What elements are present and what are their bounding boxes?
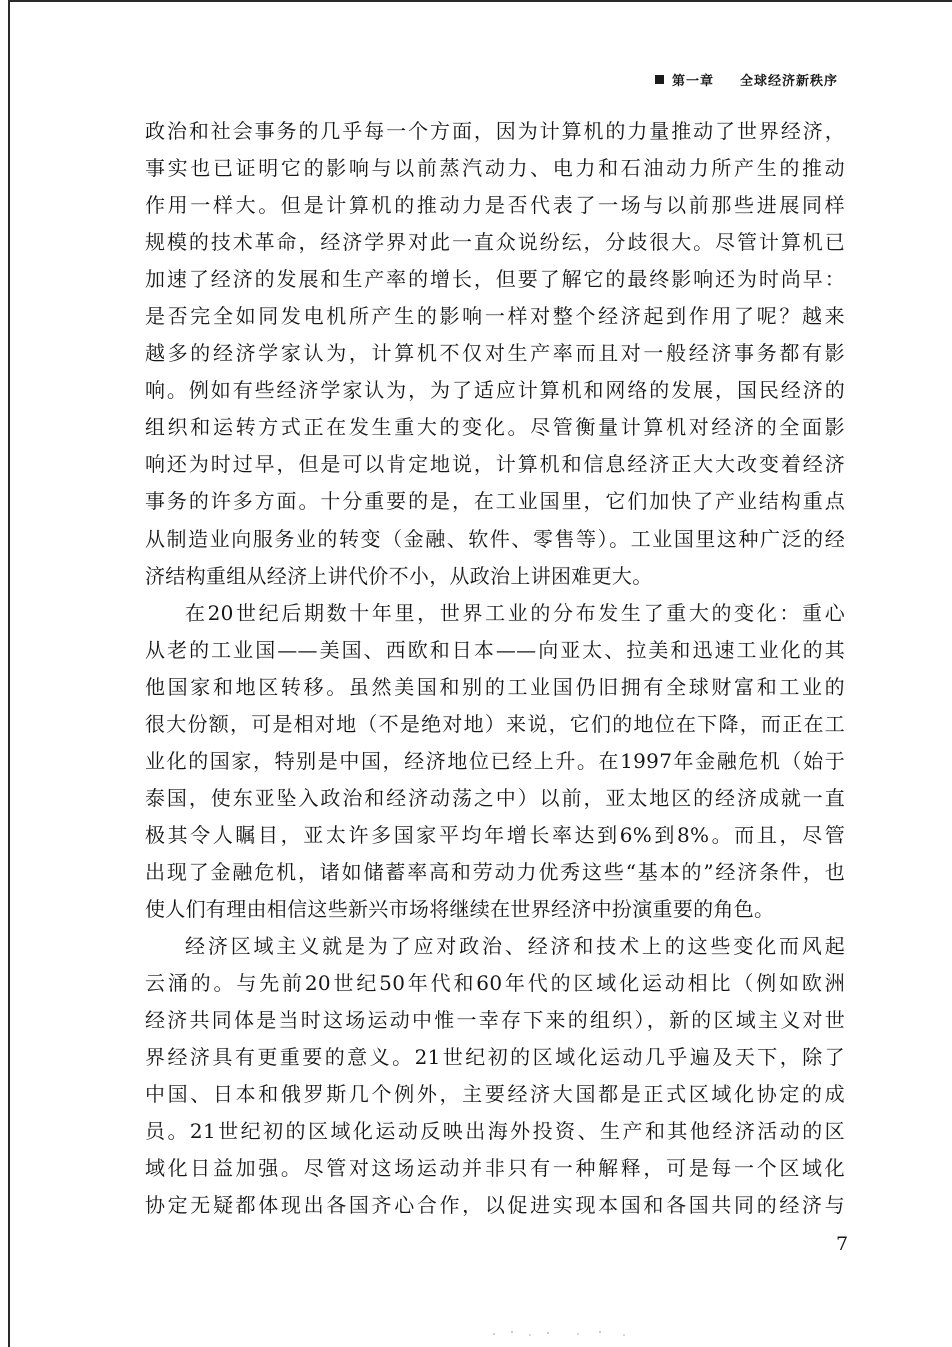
- text-line: 云涌的。与先前20世纪50年代和60年代的区域化运动相比（例如欧洲: [145, 971, 845, 996]
- text-line: 他国家和地区转移。虽然美国和别的工业国仍旧拥有全球财富和工业的: [145, 674, 845, 699]
- text-line: 中国、日本和俄罗斯几个例外，主要经济大国都是正式区域化协定的成: [145, 1082, 845, 1107]
- text-line: 从老的工业国——美国、西欧和日本——向亚太、拉美和迅速工业化的其: [145, 637, 845, 662]
- text-line: 界经济具有更重要的意义。21世纪初的区域化运动几乎遍及天下，除了: [145, 1045, 845, 1070]
- text-line: 协定无疑都体现出各国齐心合作，以促进实现本国和各国共同的经济与: [145, 1193, 845, 1218]
- text-line: 加速了经济的发展和生产率的增长，但要了解它的最终影响还为时尚早：: [145, 267, 845, 292]
- text-line: 在20世纪后期数十年里，世界工业的分布发生了重大的变化：重心: [185, 600, 845, 625]
- text-line: 济结构重组从经济上讲代价不小，从政治上讲困难更大。: [145, 563, 653, 588]
- text-line: 经济共同体是当时这场运动中惟一幸存下来的组织），新的区域主义对世: [145, 1008, 845, 1033]
- text-line: 组织和运转方式正在发生重大的变化。尽管衡量计算机对经济的全面影: [145, 415, 845, 440]
- text-line: 出现了金融危机，诸如储蓄率高和劳动力优秀这些“基本的”经济条件，也: [145, 859, 845, 884]
- page-number: 7: [836, 1233, 849, 1255]
- page-border-left: [8, 0, 10, 1347]
- scan-noise-icon: [490, 1328, 640, 1340]
- text-line: 域化日益加强。尽管对这场运动并非只有一种解释，可是每一个区域化: [145, 1156, 845, 1181]
- text-line: 是否完全如同发电机所产生的影响一样对整个经济起到作用了呢？越来: [145, 304, 845, 329]
- text-line: 从制造业向服务业的转变（金融、软件、零售等）。工业国里这种广泛的经: [145, 526, 845, 551]
- text-line: 越多的经济学家认为，计算机不仅对生产率而且对一般经济事务都有影: [145, 341, 845, 366]
- text-line: 政治和社会事务的几乎每一个方面，因为计算机的力量推动了世界经济，: [145, 119, 845, 143]
- text-line: 作用一样大。但是计算机的推动力是否代表了一场与以前那些进展同样: [145, 193, 845, 218]
- text-line: 经济区域主义就是为了应对政治、经济和技术上的这些变化而风起: [185, 934, 845, 959]
- body-text: [145, 113, 845, 1224]
- text-line: 事实也已证明它的影响与以前蒸汽动力、电力和石油动力所产生的推动: [145, 156, 845, 181]
- header-chapter: 第一章: [671, 74, 714, 89]
- running-header: [655, 70, 838, 89]
- header-title: 全球经济新秩序: [739, 74, 838, 89]
- text-line: 业化的国家，特别是中国，经济地位已经上升。在1997年金融危机（始于: [145, 748, 845, 773]
- text-line: 事务的许多方面。十分重要的是，在工业国里，它们加快了产业结构重点: [145, 489, 845, 514]
- page-border-top: [8, 0, 952, 2]
- text-line: 泰国，使东亚坠入政治和经济动荡之中）以前，亚太地区的经济成就一直: [145, 785, 845, 810]
- text-line: 规模的技术革命，经济学界对此一直众说纷纭，分歧很大。尽管计算机已: [145, 230, 845, 255]
- text-line: 极其令人瞩目，亚太许多国家平均年增长率达到6%到8%。而且，尽管: [145, 822, 845, 847]
- text-line: 很大份额，可是相对地（不是绝对地）来说，它们的地位在下降，而正在工: [145, 711, 845, 736]
- header-square-icon: [655, 75, 664, 84]
- text-line: 使人们有理由相信这些新兴市场将继续在世界经济中扮演重要的角色。: [145, 896, 775, 921]
- text-line: 员。21世纪初的区域化运动反映出海外投资、生产和其他经济活动的区: [145, 1119, 845, 1144]
- text-line: 响。例如有些经济学家认为，为了适应计算机和网络的发展，国民经济的: [145, 378, 845, 403]
- text-line: 响还为时过早，但是可以肯定地说，计算机和信息经济正大大改变着经济: [145, 452, 845, 477]
